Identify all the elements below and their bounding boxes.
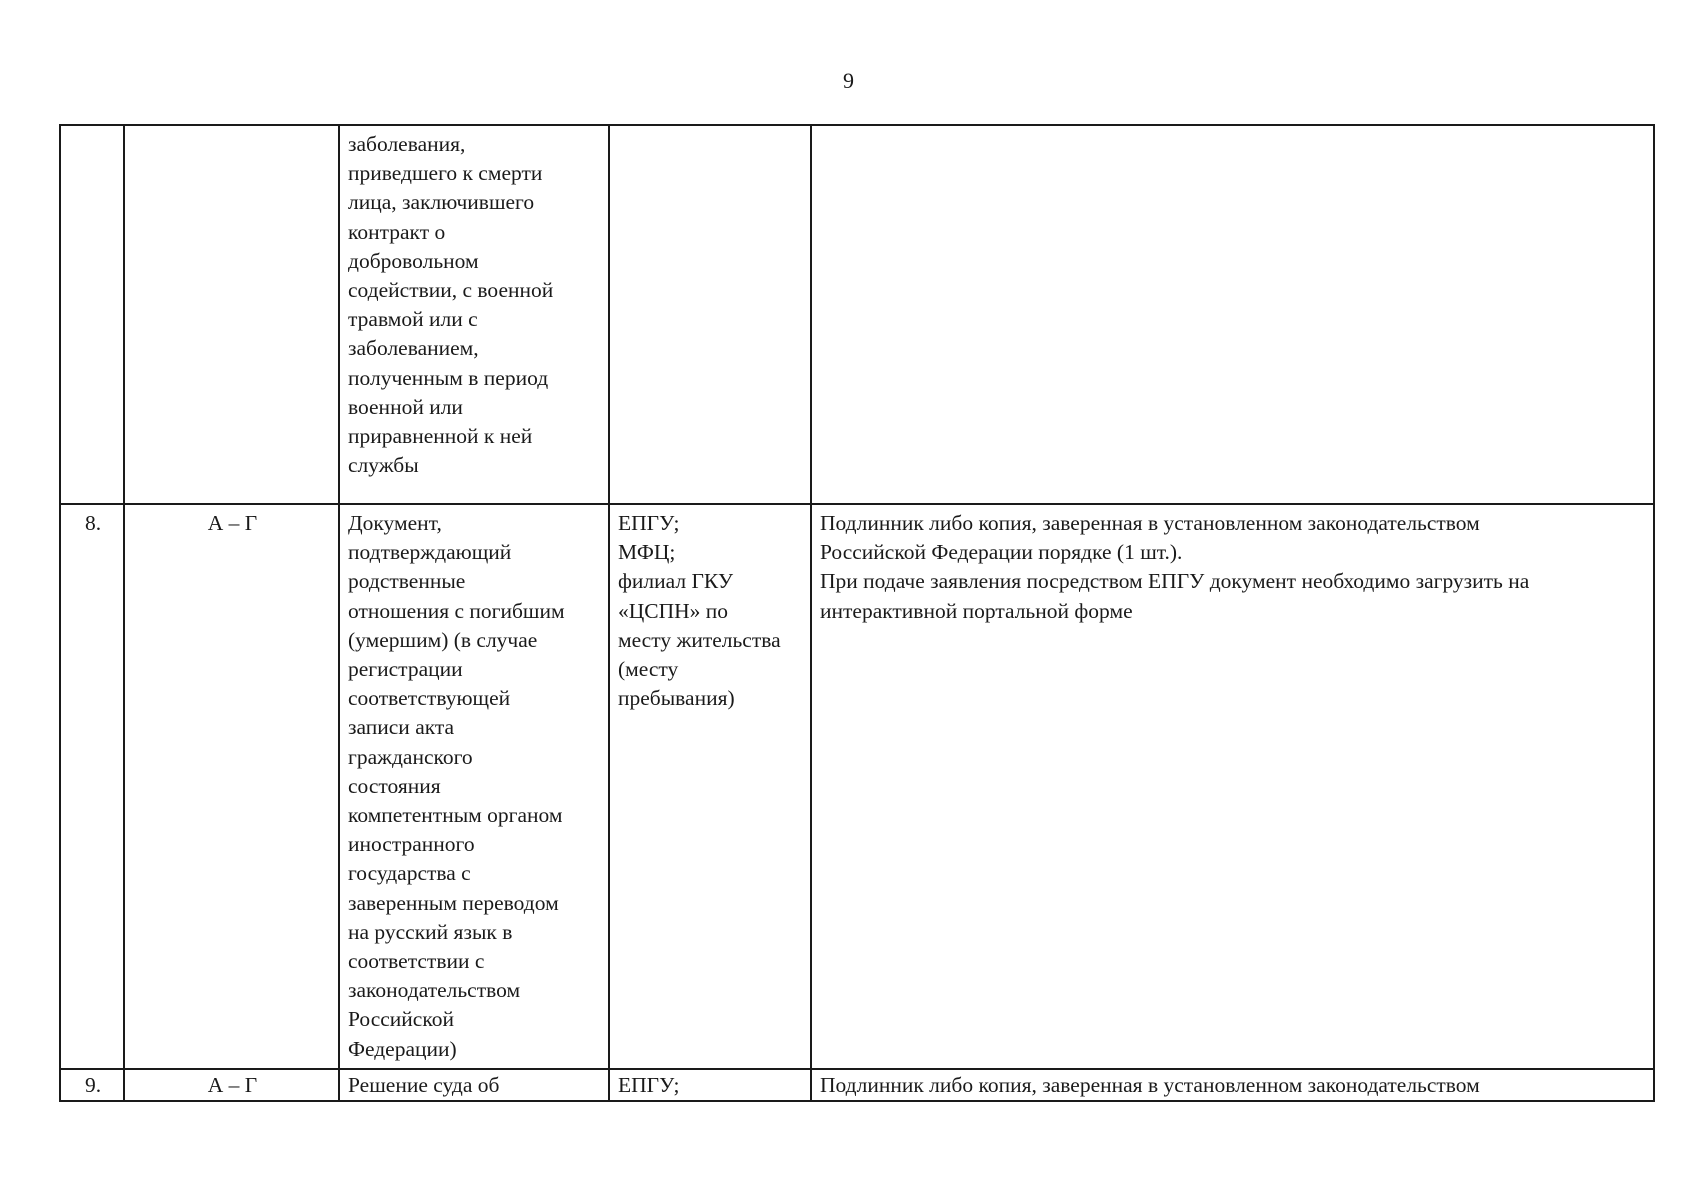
category-cell [124, 125, 339, 504]
row-number-cell [60, 125, 124, 504]
category-cell: А – Г [124, 1069, 339, 1101]
category-cell: А – Г [124, 504, 339, 1069]
document-cell: Документ, подтверждающий родственные отношения с погибшим (умершим) (в случае регистрации соответствующей записи акта гражданского состояния компетентным органом иностранного государства с заверенным переводом на русский язык в соответствии с законодательством Российской Федерации) [339, 504, 609, 1069]
requirements-cell: Подлинник либо копия, заверенная в установленном законодательством Российской Федерации порядке (1 шт.). При подаче заявления посредством ЕПГУ документ необходимо загрузить на интерактивной портальной форме [811, 504, 1654, 1069]
row-number-cell: 9. [60, 1069, 124, 1101]
page-number: 9 [843, 68, 854, 93]
document-cell: Решение суда об [339, 1069, 609, 1101]
submission-cell [609, 125, 811, 504]
documents-table [59, 124, 1655, 1102]
table-row [60, 125, 1654, 504]
table-row [60, 504, 1654, 1069]
row-number-cell: 8. [60, 504, 124, 1069]
requirements-cell: Подлинник либо копия, заверенная в установленном законодательством [811, 1069, 1654, 1101]
submission-cell: ЕПГУ; [609, 1069, 811, 1101]
requirements-cell [811, 125, 1654, 504]
submission-cell: ЕПГУ; МФЦ; филиал ГКУ «ЦСПН» по месту жительства (месту пребывания) [609, 504, 811, 1069]
table-row [60, 1069, 1654, 1101]
document-cell: заболевания, приведшего к смерти лица, заключившего контракт о добровольном содействии, с военной травмой или с заболеванием, полученным в период военной или приравненной к ней службы [339, 125, 609, 504]
